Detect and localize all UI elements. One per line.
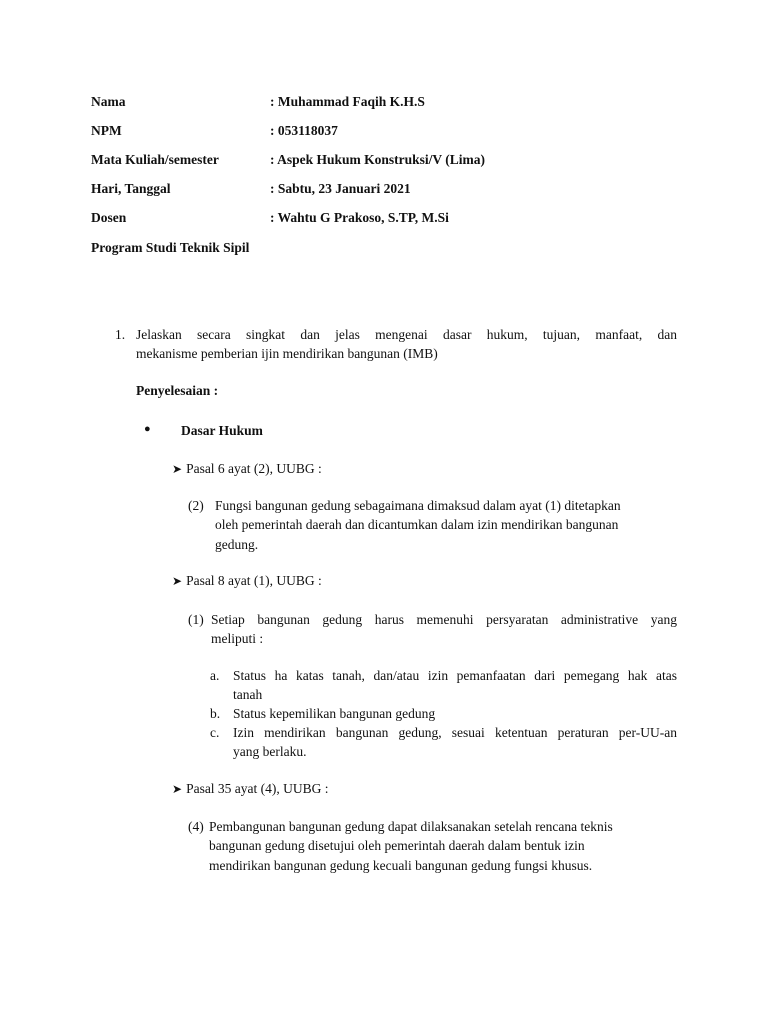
pasal-35-title: Pasal 35 ayat (4), UUBG : <box>186 781 329 796</box>
label-nama: Nama <box>91 94 126 109</box>
pasal-8-line-1: Setiap bangunan gedung harus memenuhi persyaratan administrative yang <box>211 612 677 627</box>
pasal-8-title: Pasal 8 ayat (1), UUBG : <box>186 573 322 588</box>
value-hari-tanggal: : Sabtu, 23 Januari 2021 <box>270 181 411 196</box>
value-npm: : 053118037 <box>270 123 338 138</box>
bullet-heading: Dasar Hukum <box>181 423 263 438</box>
item-a-line-1: Status ha katas tanah, dan/atau izin pemanfaatan dari pemegang hak atas <box>233 668 677 683</box>
label-mata-kuliah: Mata Kuliah/semester <box>91 152 219 167</box>
pasal-6-num: (2) <box>188 498 204 513</box>
item-c-line-1: Izin mendirikan bangunan gedung, sesuai ketentuan peraturan per-UU-an <box>233 725 677 740</box>
pasal-35-num: (4) <box>188 819 204 834</box>
bullet-icon: ● <box>144 423 151 435</box>
value-mata-kuliah: : Aspek Hukum Konstruksi/V (Lima) <box>270 152 486 167</box>
pasal-6-title: Pasal 6 ayat (2), UUBG : <box>186 461 322 476</box>
item-b-letter: b. <box>210 706 221 721</box>
pasal-35-line-2: bangunan gedung disetujui oleh pemerintah daerah dalam bentuk izin <box>209 838 585 853</box>
pasal-35-line-1: Pembangunan bangunan gedung dapat dilaksanakan setelah rencana teknis <box>209 819 613 834</box>
arrow-icon: ➤ <box>172 574 183 588</box>
pasal-8-num: (1) <box>188 612 204 627</box>
pasal-35-heading <box>172 781 329 797</box>
label-npm: NPM <box>91 123 122 138</box>
item-c-letter: c. <box>210 725 220 740</box>
pasal-35-line-3: mendirikan bangunan gedung kecuali bangunan gedung fungsi khusus. <box>209 858 593 873</box>
label-dosen: Dosen <box>91 210 127 225</box>
item-a-line-2: tanah <box>233 687 263 702</box>
value-dosen: : Wahtu G Prakoso, S.TP, M.Si <box>270 210 449 225</box>
program-studi: Program Studi Teknik Sipil <box>91 240 250 255</box>
item-c-line-2: yang berlaku. <box>233 744 307 759</box>
label-hari-tanggal: Hari, Tanggal <box>91 181 171 196</box>
answer-heading: Penyelesaian : <box>136 383 219 398</box>
question-number: 1. <box>115 327 126 342</box>
pasal-8-line-2: meliputi : <box>211 631 264 646</box>
pasal-6-line-1: Fungsi bangunan gedung sebagaimana dimaksud dalam ayat (1) ditetapkan <box>215 498 621 513</box>
pasal-8-heading <box>172 573 322 589</box>
pasal-6-heading <box>172 461 322 477</box>
question-line-1: Jelaskan secara singkat dan jelas mengenai dasar hukum, tujuan, manfaat, dan <box>136 327 677 342</box>
pasal-6-line-3: gedung. <box>215 537 259 552</box>
arrow-icon: ➤ <box>172 782 183 796</box>
pasal-6-line-2: oleh pemerintah daerah dan dicantumkan dalam izin mendirikan bangunan <box>215 517 619 532</box>
arrow-icon: ➤ <box>172 462 183 476</box>
item-b-line-1: Status kepemilikan bangunan gedung <box>233 706 436 721</box>
item-a-letter: a. <box>210 668 220 683</box>
value-nama: : Muhammad Faqih K.H.S <box>270 94 425 109</box>
question-line-2: mekanisme pemberian ijin mendirikan bangunan (IMB) <box>136 346 438 361</box>
